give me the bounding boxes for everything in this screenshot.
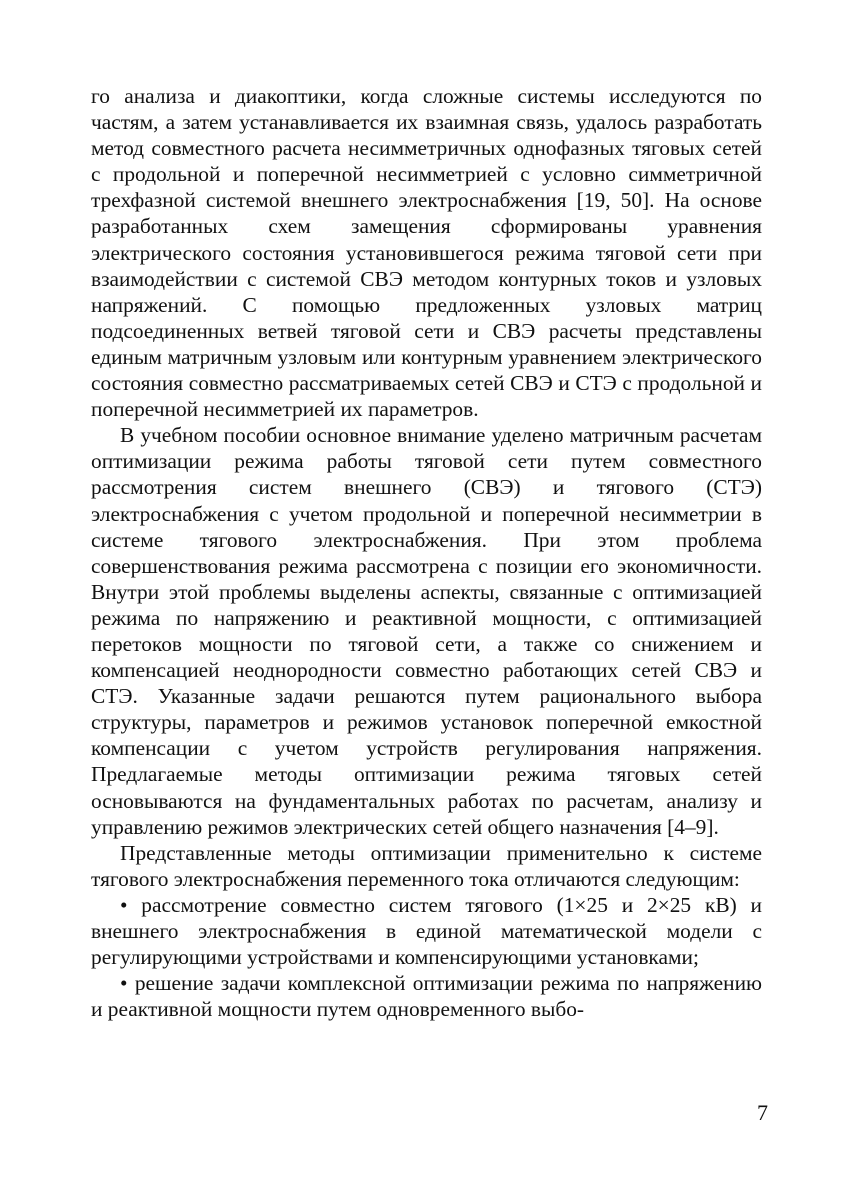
bullet-item-complex-optimization: • решение задачи комплексной оптимизации режима по напряжению и реактивной мощности путем одновременного выбо- [91, 971, 762, 1022]
page-number: 7 [757, 1100, 768, 1125]
paragraph-continuation: го анализа и диакоптики, когда сложные системы исследуются по частям, а затем устанавливается их взаимная связь, удалось разработать метод совместного расчета несимметричных однофазных тяговых сетей с продольной и поперечной несимметрией с условно симметричной трехфазной системой внешнего электроснабжения [19, 50]. На основе разработанных схем замещения сформированы уравнения электрического состояния установившегося режима тяговой сети при взаимодействии с системой СВЭ методом контурных токов и узловых напряжений. С помощью предложенных узловых матриц подсоединенных ветвей тяговой сети и СВЭ расчеты представлены единым матричным узловым или контурным уравнением электрического состояния совместно рассматриваемых сетей СВЭ и СТЭ с продольной и поперечной несимметрией их параметров. [91, 84, 762, 422]
paragraph-methods-features: Представленные методы оптимизации применительно к системе тягового электроснабжения переменного тока отличаются следующим: [91, 840, 762, 891]
body-text [91, 83, 762, 1022]
paragraph-study-guide-focus: В учебном пособии основное внимание уделено матричным расчетам оптимизации режима работы тяговой сети путем совместного рассмотрения систем внешнего (СВЭ) и тягового (СТЭ) электроснабжения с учетом продольной и поперечной несимметрии в системе тягового электроснабжения. При этом проблема совершенствования режима рассмотрена с позиции его экономичности. Внутри этой проблемы выделены аспекты, связанные с оптимизацией режима по напряжению и реактивной мощности, с оптимизацией перетоков мощности по тяговой сети, а также со снижением и компенсацией неоднородности совместно работающих сетей СВЭ и СТЭ. Указанные задачи решаются путем рационального выбора структуры, параметров и режимов установок поперечной емкостной компенсации с учетом устройств регулирования напряжения. Предлагаемые методы оптимизации режима тяговых сетей основываются на фундаментальных работах по расчетам, анализу и управлению режимов электрических сетей общего назначения [4–9]. [91, 423, 762, 839]
bullet-item-joint-modeling: • рассмотрение совместно систем тягового (1×25 и 2×25 кВ) и внешнего электроснабжения в единой математической модели с регулирующими устройствами и компенсирующими установками; [91, 892, 762, 970]
